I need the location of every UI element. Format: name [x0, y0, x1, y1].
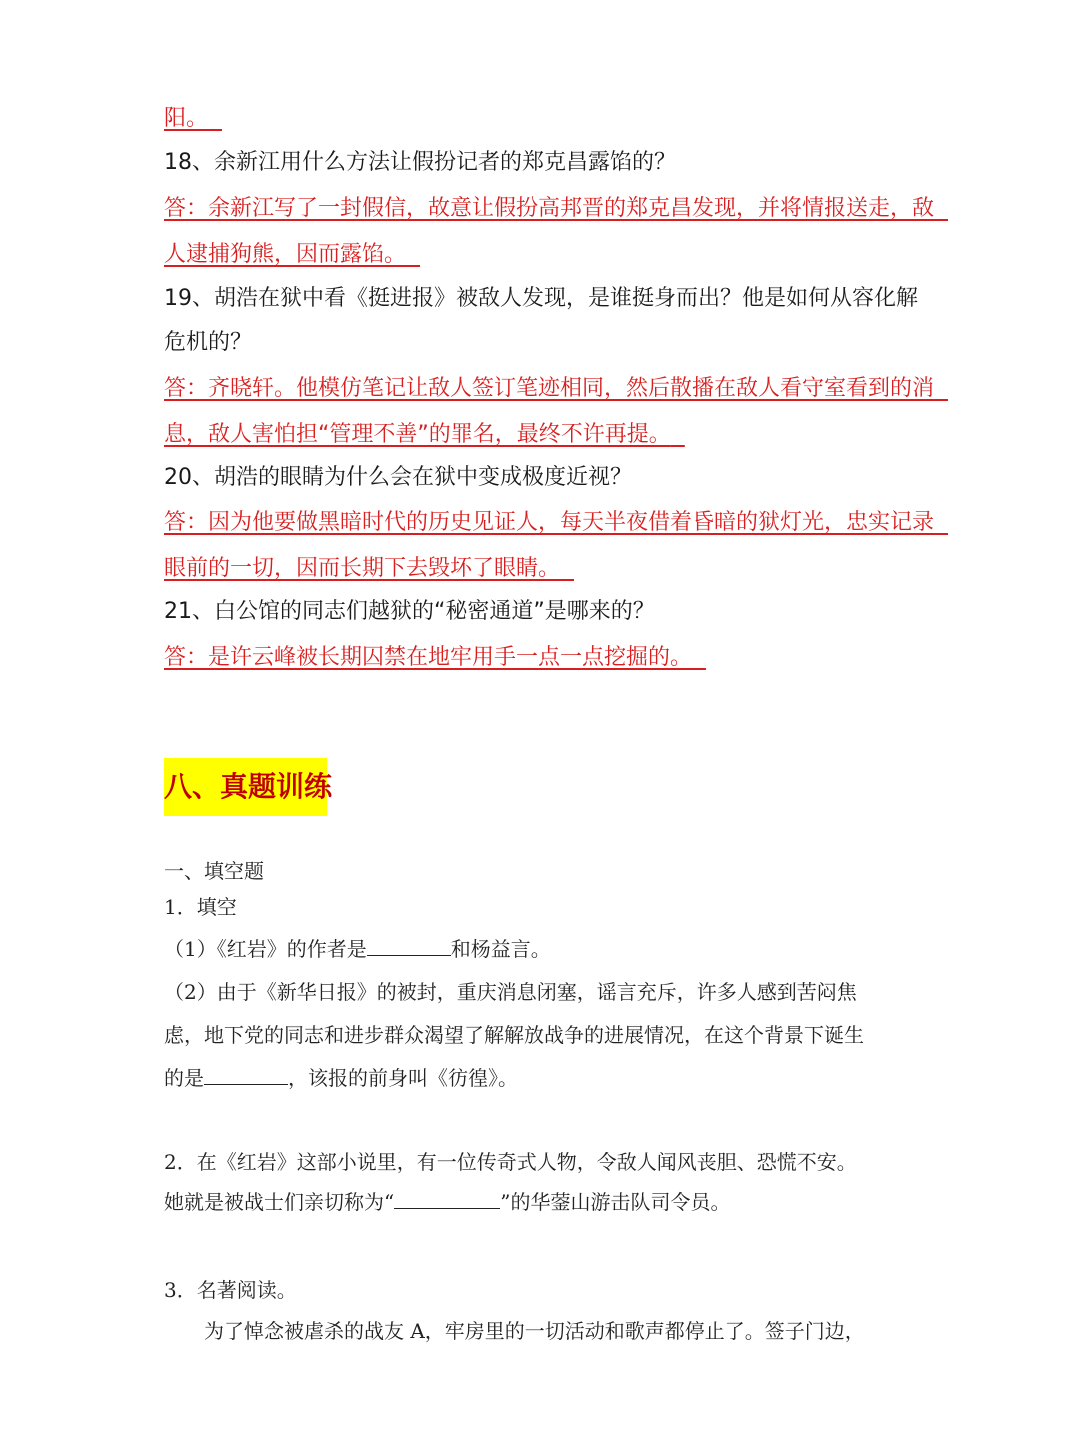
question-19-line2: 危机的？	[164, 330, 253, 355]
q1-1	[164, 934, 551, 964]
answer-18-line1: 答：余新江写了一封假信，故意让假扮高邦晋的郑克昌发现，并将情报送走，敌	[164, 196, 935, 221]
answer-20-line1: 答：因为他要做黑暗时代的历史见证人，每天半夜借着昏暗的狱灯光，忠实记录	[164, 510, 935, 535]
q1-1-before: （1）《红岩》的作者是	[164, 937, 367, 961]
q2-line2	[164, 1187, 730, 1217]
answer-fragment: 阳。	[164, 106, 209, 131]
question-18: 18、余新江用什么方法让假扮记者的郑克昌露馅的？	[164, 150, 676, 175]
q1-2-after: ，该报的前身叫《彷徨》。	[288, 1066, 518, 1090]
answer-21: 答：是许云峰被长期囚禁在地牢用手一点一点挖掘的。	[164, 645, 693, 670]
q1-2-line3	[164, 1063, 518, 1093]
q3-title: 3．名著阅读。	[164, 1278, 297, 1302]
q1-2-before: 的是	[164, 1066, 204, 1090]
fill-blank-author[interactable]	[367, 935, 451, 956]
question-21: 21、白公馆的同志们越狱的“秘密通道”是哪来的？	[164, 599, 655, 624]
q2-before: 她就是被战士们亲切称为“	[164, 1190, 395, 1214]
question-20: 20、胡浩的眼睛为什么会在狱中变成极度近视？	[164, 465, 632, 490]
part-title: 一、填空题	[164, 859, 264, 883]
q2-line1: 2．在《红岩》这部小说里，有一位传奇式人物，令敌人闻风丧胆、恐慌不安。	[164, 1150, 857, 1174]
answer-19-line2: 息，敌人害怕担“管理不善”的罪名，最终不许再提。	[164, 422, 671, 447]
q3-passage-line1: 为了悼念被虐杀的战友 A，牢房里的一切活动和歌声都停止了。签子门边，	[204, 1319, 865, 1343]
fill-blank-nickname[interactable]	[394, 1188, 500, 1209]
answer-19-line1: 答：齐晓轩。他模仿笔记让敌人签订笔迹相同，然后散播在敌人看守室看到的消	[164, 376, 935, 401]
q1-2-line1: （2）由于《新华日报》的被封，重庆消息闭塞，谣言充斥，许多人感到苦闷焦	[164, 980, 857, 1004]
q2-after: ”的华蓥山游击队司令员。	[500, 1190, 731, 1214]
answer-20-line2: 眼前的一切，因而长期下去毁坏了眼睛。	[164, 556, 561, 581]
answer-18-line2: 人逮捕狗熊，因而露馅。	[164, 242, 407, 267]
q1-title: 1．填空	[164, 895, 237, 919]
q1-2-line2: 虑，地下党的同志和进步群众渴望了解解放战争的进展情况，在这个背景下诞生	[164, 1023, 864, 1047]
section-heading: 八、真题训练	[164, 758, 327, 816]
q1-1-after: 和杨益言。	[450, 937, 551, 961]
question-19-line1: 19、胡浩在狱中看《挺进报》被敌人发现，是谁挺身而出？他是如何从容化解	[164, 286, 918, 311]
fill-blank-newspaper[interactable]	[204, 1064, 288, 1085]
